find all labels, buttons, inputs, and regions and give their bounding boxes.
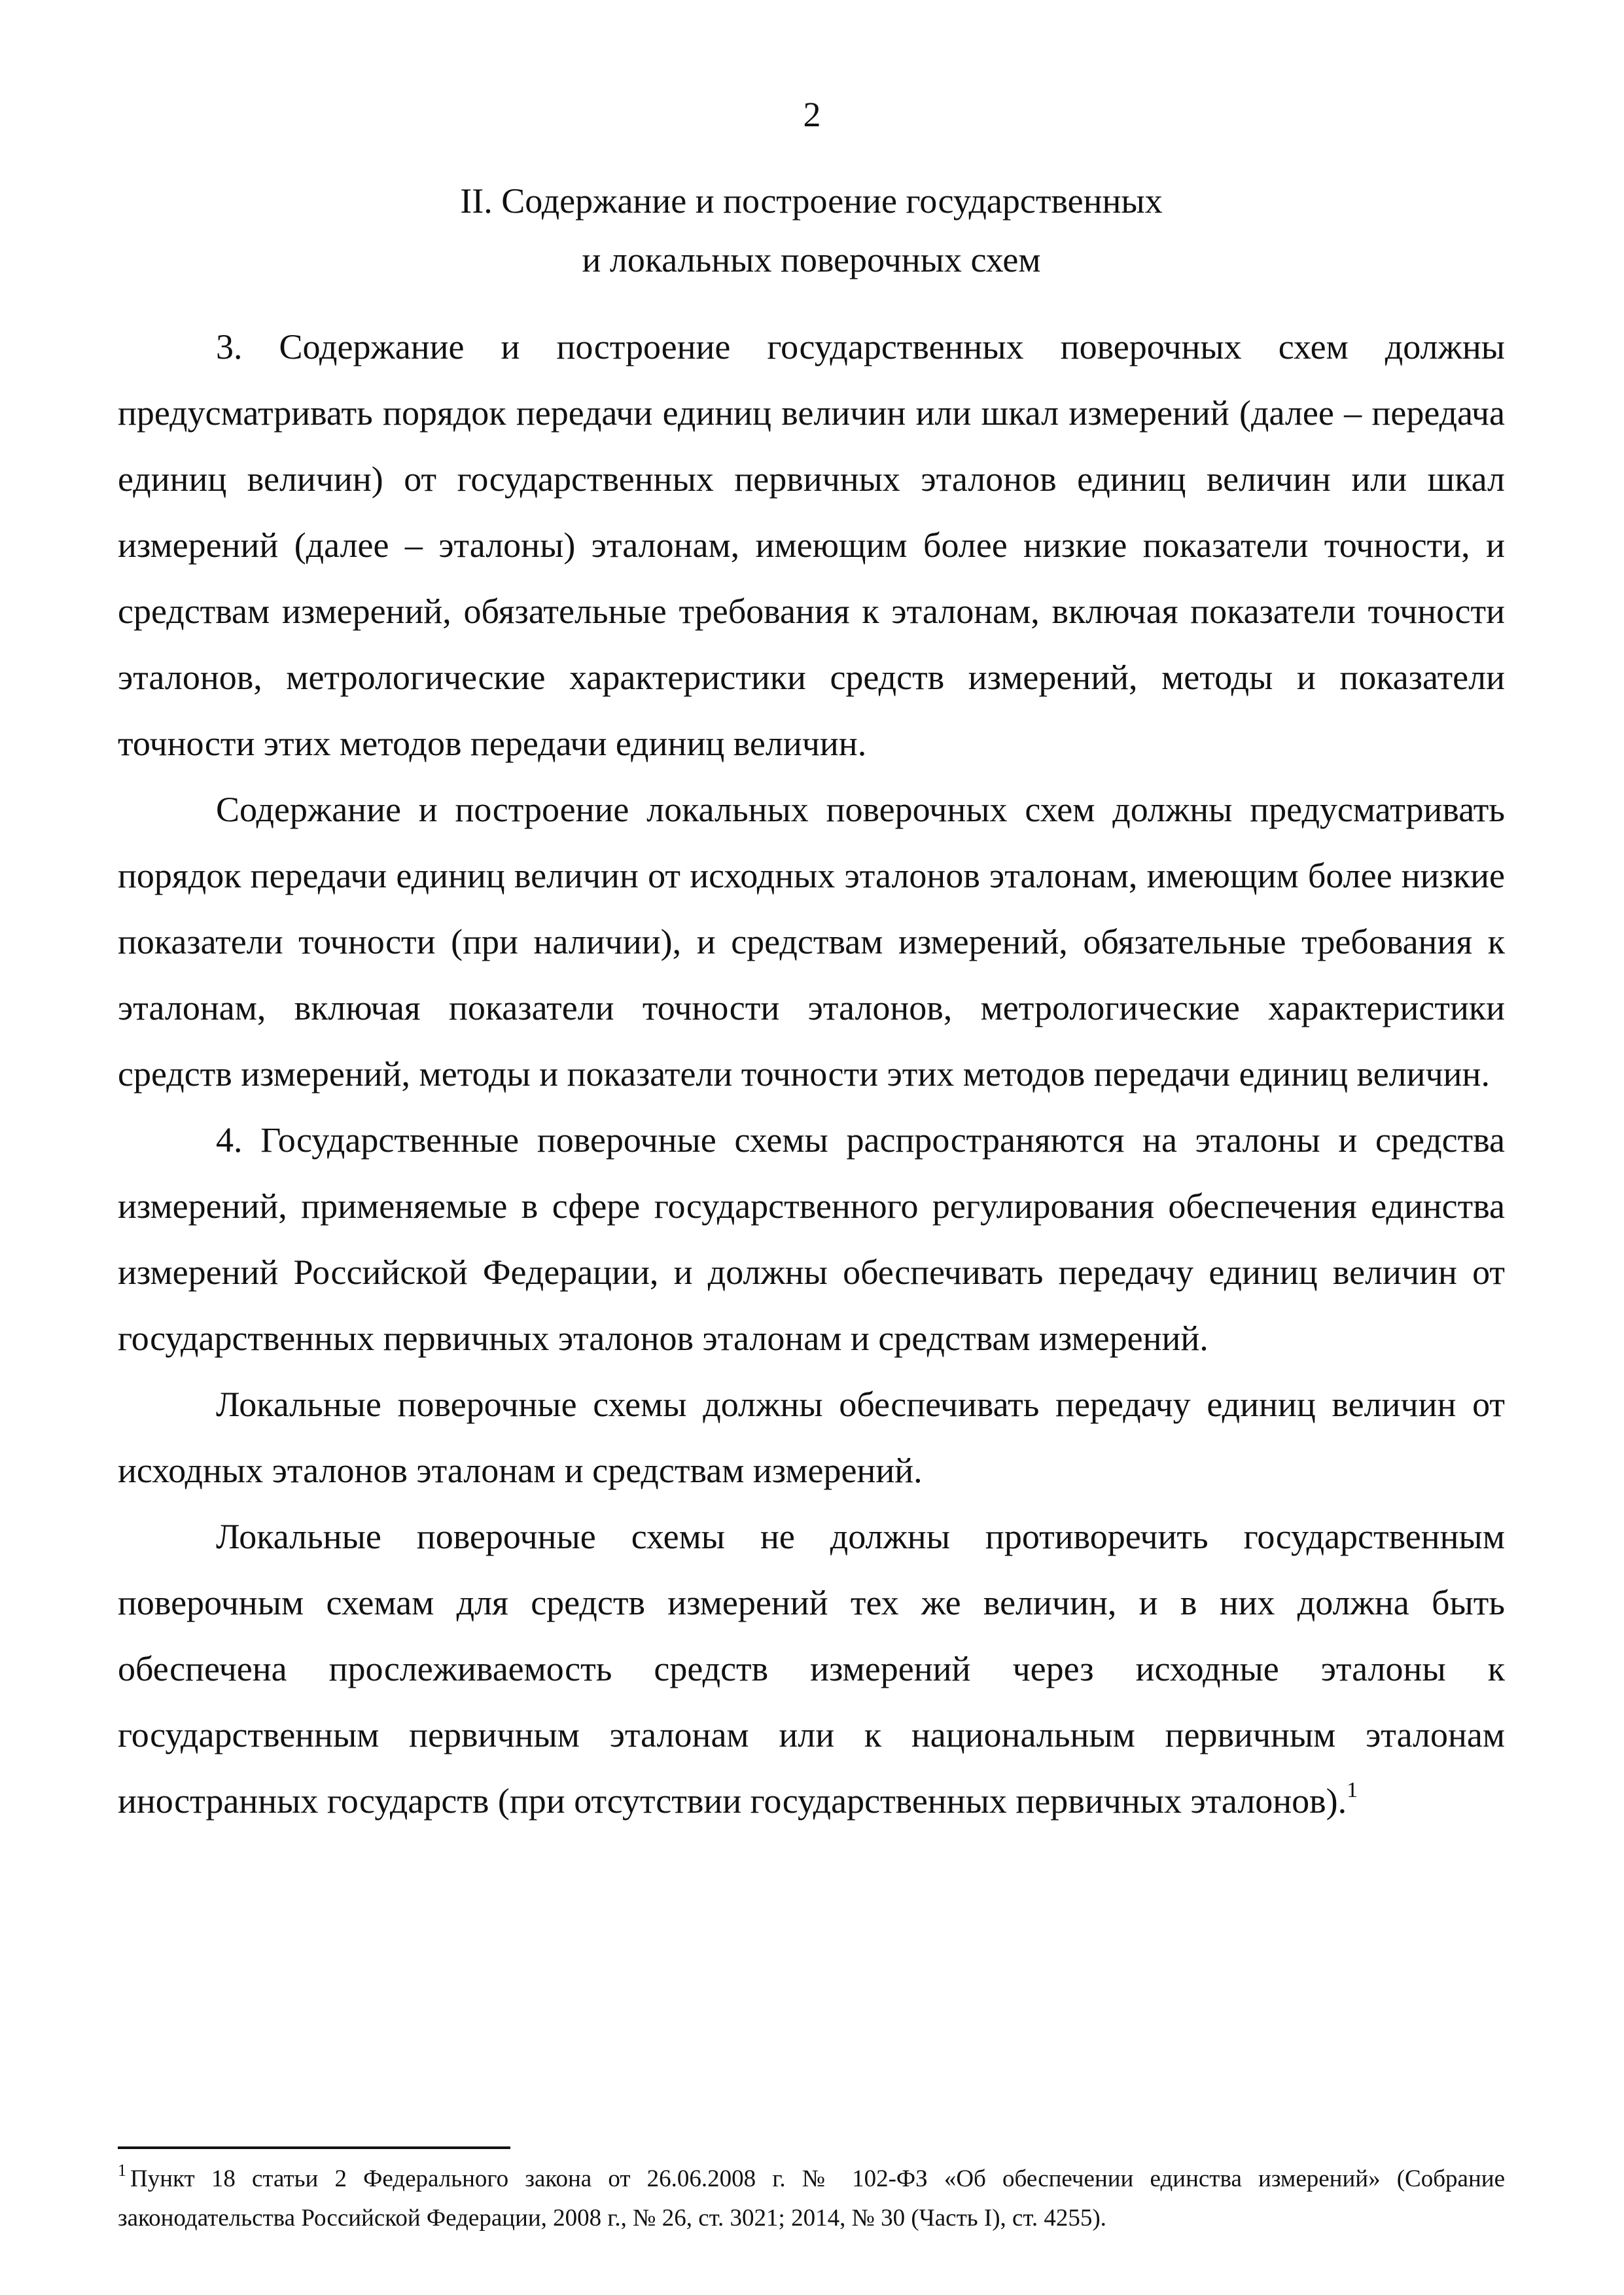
section-title: [118, 171, 1505, 289]
body-text: [118, 314, 1505, 1834]
footnote-marker: 1: [118, 2161, 126, 2180]
footnote-divider: [118, 2146, 510, 2149]
paragraph-4-local: Локальные поверочные схемы должны обеспечивать передачу единиц величин от исходных эталонов эталонам и средствам измерений.: [118, 1385, 1505, 1490]
page-number: 2: [803, 95, 821, 134]
paragraph-4-traceability-text: Локальные поверочные схемы не должны противоречить государственным поверочным схемам для средств измерений тех же величин, и в них должна быть обеспечена прослеживаемость средств измерений через исходные эталоны к государственным первичным эталонам или к национальным первичным эталонам иностранных государств (при отсутствии государственных первичных эталонов).: [118, 1517, 1505, 1821]
footnote-text: Пункт 18 статьи 2 Федерального закона от 26.06.2008 г. № 102-ФЗ «Об обеспечении единства измерений» (Собрание законодательства Российской Федерации, 2008 г., № 26, ст. 3021; 2014, № 30 (Часть I), ст. 4255).: [118, 2165, 1505, 2232]
paragraph-3: 3. Содержание и построение государственных поверочных схем должны предусматривать порядок передачи единиц величин или шкал измерений (далее – передача единиц величин) от государственных первичных эталонов единиц величин или шкал измерений (далее – эталоны) эталонам, имеющим более низкие показатели точности, и средствам измерений, обязательные требования к эталонам, включая показатели точности эталонов, метрологические характеристики средств измерений, методы и показатели точности этих методов передачи единиц величин.: [118, 327, 1505, 763]
paragraph-4-traceability: [118, 1504, 1505, 1834]
section-title-line-1: II. Содержание и построение государственных: [460, 181, 1163, 221]
section-title-line-2: и локальных поверочных схем: [582, 240, 1041, 279]
footnote: [118, 2160, 1505, 2238]
footnote-reference[interactable]: 1: [1347, 1778, 1358, 1802]
paragraph-4: 4. Государственные поверочные схемы распространяются на эталоны и средства измерений, применяемые в сфере государственного регулирования обеспечения единства измерений Российской Федерации, и должны обеспечивать передачу единиц величин от государственных первичных эталонов эталонам и средствам измерений.: [118, 1120, 1505, 1358]
paragraph-3-local: Содержание и построение локальных поверочных схем должны предусматривать порядок передачи единиц величин от исходных эталонов эталонам, имеющим более низкие показатели точности (при наличии), и средствам измерений, обязательные требования к эталонам, включая показатели точности эталонов, метрологические характеристики средств измерений, методы и показатели точности этих методов передачи единиц величин.: [118, 790, 1505, 1094]
